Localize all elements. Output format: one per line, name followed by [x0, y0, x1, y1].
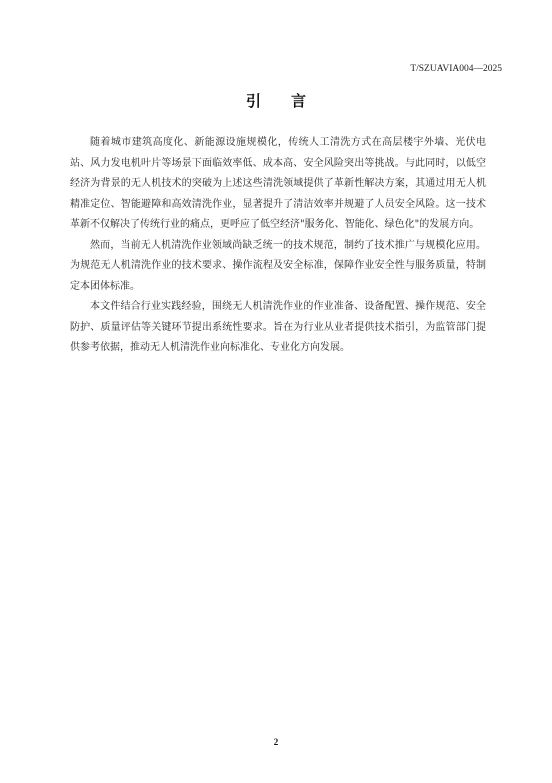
standard-code: T/SZUAVIA004—2025 [410, 64, 502, 74]
paragraph-2: 然而，当前无人机清洗作业领域尚缺乏统一的技术规范，制约了技术推广与规模化应用。为规范无人机清洗作业的技术要求、操作流程及安全标准，保障作业安全性与服务质量，特制定本团体标准。 [70, 239, 486, 292]
paragraph-1: 随着城市建筑高度化、新能源设施规模化，传统人工清洗方式在高层楼宇外墙、光伏电站、风力发电机叶片等场景下面临效率低、成本高、安全风险突出等挑战。与此同时，以低空经济为背景的无人机技术的突破为上述这些清洗领域提供了革新性解决方案，其通过用无人机精准定位、智能避障和高效清洗作业，显著提升了清洁效率并规避了人员安全风险。这一技术革新不仅解决了传统行业的痛点，更呼应了低空经济"服务化、智能化、绿色化"的发展方向。 [70, 137, 486, 230]
paragraph-3: 本文件结合行业实践经验，围绕无人机清洗作业的作业准备、设备配置、操作规范、安全防护、质量评估等关键环节提出系统性要求。旨在为行业从业者提供技术指引，为监管部门提供参考依据，推动无人机清洗作业向标准化、专业化方向发展。 [70, 301, 486, 353]
section-title: 引言 [245, 92, 336, 110]
page-number: 2 [273, 737, 279, 747]
introduction-body [70, 133, 486, 359]
